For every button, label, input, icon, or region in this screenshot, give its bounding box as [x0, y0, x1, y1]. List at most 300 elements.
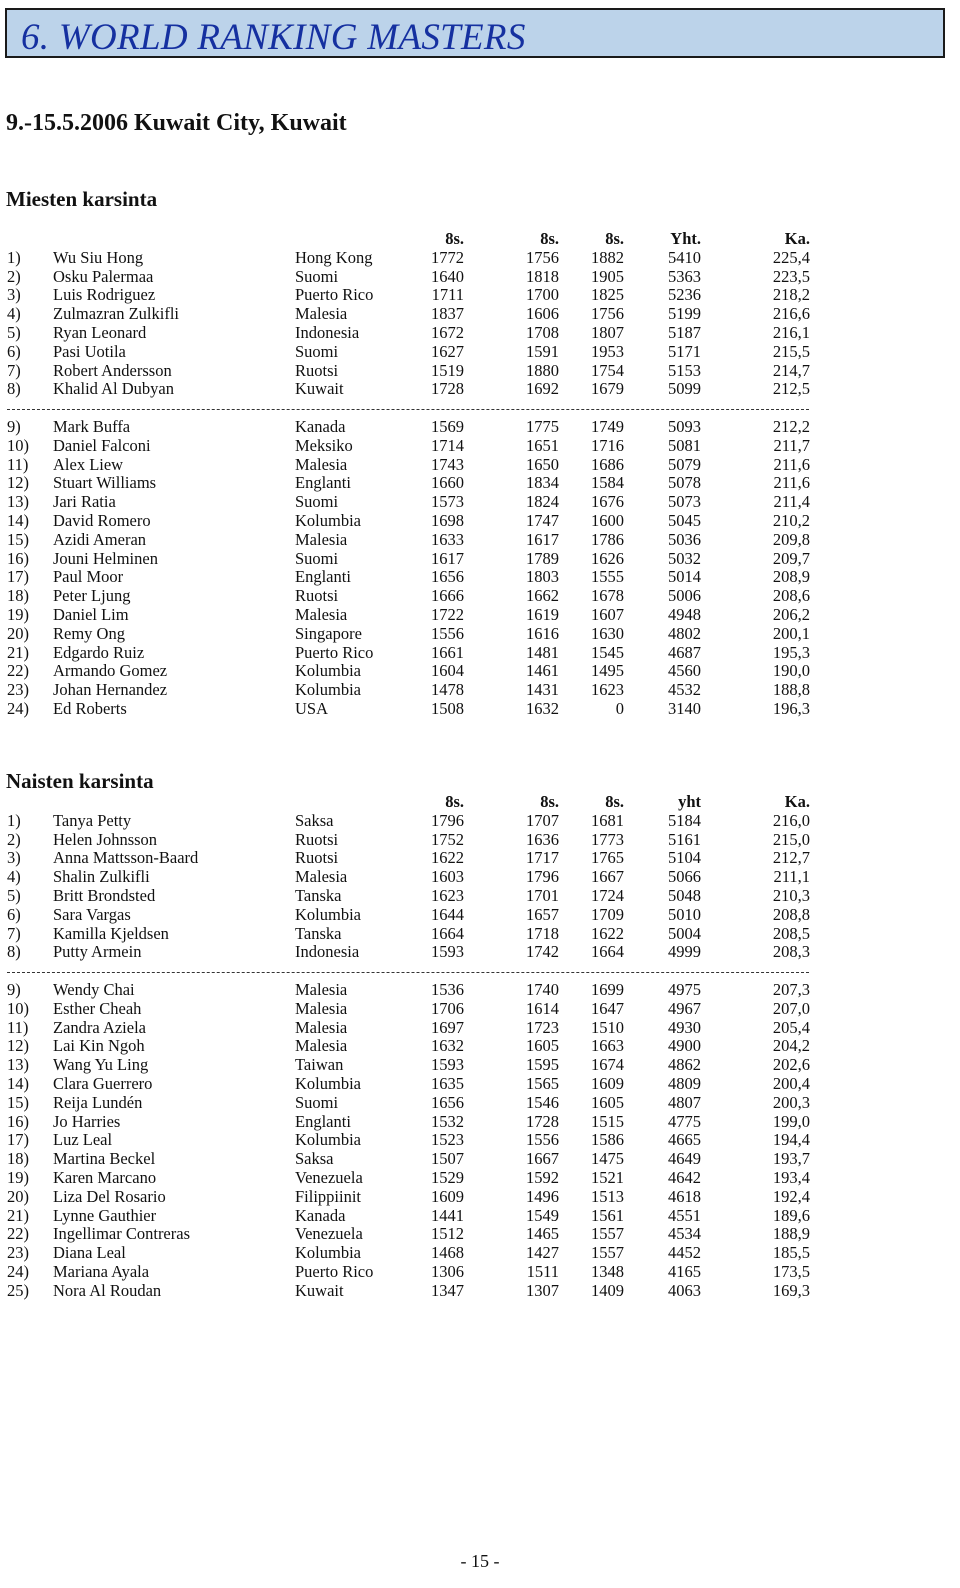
player-name: Jo Harries: [53, 1111, 121, 1131]
player-name: Daniel Falconi: [53, 435, 151, 455]
series2-score: 1636: [526, 829, 559, 849]
series3-score: 1773: [591, 829, 624, 849]
result-row: [0, 662, 960, 681]
series1-score: 1532: [431, 1111, 464, 1131]
series3-score: 1586: [591, 1130, 624, 1150]
player-name: Mariana Ayala: [53, 1261, 150, 1281]
result-row: [0, 1131, 960, 1150]
average-score: 215,0: [772, 829, 810, 849]
series1-score: 1529: [431, 1167, 464, 1187]
series1-score: 1478: [431, 680, 464, 700]
series3-score: 1605: [591, 1092, 624, 1112]
result-row: [0, 1113, 960, 1132]
country-cell: Singapore: [295, 623, 362, 643]
series2-score: 1692: [526, 379, 559, 399]
series2-score: 1723: [526, 1017, 559, 1037]
series1-score: 1644: [431, 904, 464, 924]
rank-cell: 24): [7, 698, 29, 718]
country-cell: Malesia: [295, 1017, 348, 1037]
series2-score: 1742: [526, 942, 559, 962]
series1-score: 1660: [431, 473, 464, 493]
series3-score: 1600: [591, 510, 624, 530]
series2-score: 1496: [526, 1186, 559, 1206]
result-row: [0, 268, 960, 287]
total-score: 5079: [668, 454, 701, 474]
result-row: [0, 887, 960, 906]
total-score: 5081: [668, 435, 701, 455]
rank-cell: 18): [7, 1149, 29, 1169]
result-row: [0, 512, 960, 531]
country-cell: Malesia: [295, 1036, 348, 1056]
total-score: 4534: [668, 1224, 701, 1244]
cut-line-separator: [0, 399, 960, 418]
player-name: Peter Ljung: [53, 586, 131, 606]
rank-cell: 5): [7, 322, 21, 342]
total-score: 5093: [668, 416, 701, 436]
total-score: 4807: [668, 1092, 701, 1112]
result-row: [0, 1188, 960, 1207]
rank-cell: 14): [7, 510, 29, 530]
rank-cell: 13): [7, 492, 29, 512]
series2-score: 1789: [526, 548, 559, 568]
country-cell: Malesia: [295, 979, 348, 999]
men-section-title: Miesten karsinta: [6, 187, 158, 211]
average-score: 207,0: [772, 998, 810, 1018]
average-score: 188,8: [772, 680, 810, 700]
country-cell: Englanti: [295, 1111, 351, 1131]
page-number: - 15 -: [460, 1551, 500, 1571]
player-name: Azidi Ameran: [53, 529, 147, 549]
result-row: [0, 1207, 960, 1226]
series1-score: 1604: [431, 661, 464, 681]
result-row: [0, 249, 960, 268]
player-name: Nora Al Roudan: [53, 1280, 162, 1300]
series2-score: 1616: [526, 623, 559, 643]
player-name: Khalid Al Dubyan: [53, 379, 174, 399]
rank-cell: 5): [7, 885, 21, 905]
series3-score: 1679: [591, 379, 624, 399]
total-score: 4775: [668, 1111, 701, 1131]
rank-cell: 20): [7, 1186, 29, 1206]
player-name: Paul Moor: [53, 567, 124, 587]
result-row: [0, 493, 960, 512]
result-row: [0, 1150, 960, 1169]
total-score: 5236: [668, 285, 701, 305]
average-score: 208,6: [772, 586, 810, 606]
series3-score: 1630: [591, 623, 624, 643]
total-score: 5066: [668, 867, 701, 887]
series1-score: 1752: [431, 829, 464, 849]
series1-score: 1714: [431, 435, 464, 455]
player-name: Osku Palermaa: [53, 266, 154, 286]
series2-score: 1717: [526, 848, 559, 868]
series1-score: 1722: [431, 604, 464, 624]
average-score: 192,4: [772, 1186, 810, 1206]
series1-score: 1640: [431, 266, 464, 286]
women-rest-group: [0, 981, 960, 1301]
result-row: [0, 362, 960, 381]
average-score: 209,7: [772, 548, 810, 568]
total-score: 4665: [668, 1130, 701, 1150]
player-name: Zulmazran Zulkifli: [53, 304, 179, 324]
country-cell: Kolumbia: [295, 661, 361, 681]
series2-score: 1657: [526, 904, 559, 924]
rank-cell: 21): [7, 642, 29, 662]
series3-score: 1513: [591, 1186, 624, 1206]
series1-score: 1633: [431, 529, 464, 549]
total-score: 4975: [668, 979, 701, 999]
total-score: 5036: [668, 529, 701, 549]
player-name: Lynne Gauthier: [53, 1205, 157, 1225]
total-score: 4532: [668, 680, 701, 700]
player-name: Jouni Helminen: [53, 548, 158, 568]
result-row: [0, 1282, 960, 1301]
series3-score: 1475: [591, 1149, 624, 1169]
player-name: Stuart Williams: [53, 473, 157, 493]
average-score: 215,5: [772, 341, 810, 361]
series3-score: 1686: [591, 454, 624, 474]
country-cell: Kolumbia: [295, 1073, 361, 1093]
series1-score: 1556: [431, 623, 464, 643]
result-row: [0, 456, 960, 475]
country-cell: Suomi: [295, 341, 339, 361]
rank-cell: 7): [7, 360, 21, 380]
result-row: [0, 550, 960, 569]
series3-score: 1678: [591, 586, 624, 606]
series3-score: 1626: [591, 548, 624, 568]
country-cell: Malesia: [295, 998, 348, 1018]
country-cell: Malesia: [295, 454, 348, 474]
series2-score: 1632: [526, 698, 559, 718]
series1-score: 1664: [431, 923, 464, 943]
rank-cell: 10): [7, 435, 29, 455]
rank-cell: 7): [7, 923, 21, 943]
rank-cell: 12): [7, 1036, 29, 1056]
total-score: 4063: [668, 1280, 701, 1300]
rank-cell: 16): [7, 1111, 29, 1131]
player-name: Daniel Lim: [53, 604, 129, 624]
series3-score: 1561: [591, 1205, 624, 1225]
series3-score: 1699: [591, 979, 624, 999]
series3-score: 1663: [591, 1036, 624, 1056]
series1-score: 1666: [431, 586, 464, 606]
series3-score: 1510: [591, 1017, 624, 1037]
country-cell: Indonesia: [295, 322, 360, 342]
series3-score: 1724: [591, 885, 624, 905]
average-score: 211,7: [773, 435, 810, 455]
total-score: 4809: [668, 1073, 701, 1093]
country-cell: Englanti: [295, 567, 351, 587]
country-cell: Kolumbia: [295, 680, 361, 700]
rank-cell: 23): [7, 1243, 29, 1263]
player-name: Robert Andersson: [53, 360, 172, 380]
result-row: [0, 849, 960, 868]
series3-score: 1667: [591, 867, 624, 887]
series3-score: 1765: [591, 848, 624, 868]
total-score: 4967: [668, 998, 701, 1018]
women-section-title: Naisten karsinta: [6, 769, 154, 793]
average-score: 199,0: [772, 1111, 810, 1131]
country-cell: Kanada: [295, 1205, 346, 1225]
series1-score: 1728: [431, 379, 464, 399]
series1-score: 1697: [431, 1017, 464, 1037]
rank-cell: 15): [7, 529, 29, 549]
rank-cell: 6): [7, 341, 21, 361]
average-score: 205,4: [772, 1017, 810, 1037]
series3-score: 1825: [591, 285, 624, 305]
series2-score: 1700: [526, 285, 559, 305]
country-cell: Suomi: [295, 266, 339, 286]
series1-score: 1468: [431, 1243, 464, 1263]
series3-score: 1348: [591, 1261, 624, 1281]
rank-cell: 3): [7, 285, 21, 305]
series2-score: 1481: [526, 642, 559, 662]
total-score: 5014: [668, 567, 701, 587]
country-cell: Kuwait: [295, 379, 344, 399]
series2-score: 1556: [526, 1130, 559, 1150]
result-row: [0, 925, 960, 944]
series1-score: 1711: [431, 285, 464, 305]
rank-cell: 3): [7, 848, 21, 868]
country-cell: Indonesia: [295, 942, 360, 962]
series2-score: 1818: [526, 266, 559, 286]
result-row: [0, 681, 960, 700]
series1-score: 1796: [431, 810, 464, 830]
series2-score: 1595: [526, 1055, 559, 1075]
series3-score: 1555: [591, 567, 624, 587]
series1-score: 1536: [431, 979, 464, 999]
rank-cell: 17): [7, 1130, 29, 1150]
series1-score: 1569: [431, 416, 464, 436]
men-rest-group: [0, 418, 960, 719]
player-name: Mark Buffa: [53, 416, 131, 436]
player-name: Jari Ratia: [53, 492, 116, 512]
result-row: [0, 1037, 960, 1056]
rank-cell: 22): [7, 661, 29, 681]
country-cell: Venezuela: [295, 1224, 363, 1244]
player-name: Ryan Leonard: [53, 322, 147, 342]
country-cell: Malesia: [295, 867, 348, 887]
rank-cell: 4): [7, 304, 21, 324]
header-series1: 8s.: [445, 792, 464, 811]
average-score: 212,2: [772, 416, 810, 436]
rank-cell: 22): [7, 1224, 29, 1244]
series3-score: 1515: [591, 1111, 624, 1131]
series2-score: 1880: [526, 360, 559, 380]
player-name: Wendy Chai: [53, 979, 135, 999]
average-score: 194,4: [772, 1130, 810, 1150]
total-score: 5048: [668, 885, 701, 905]
average-score: 202,6: [772, 1055, 810, 1075]
result-row: [0, 625, 960, 644]
country-cell: Meksiko: [295, 435, 353, 455]
player-name: Esther Cheah: [53, 998, 142, 1018]
country-cell: Kolumbia: [295, 510, 361, 530]
average-score: 216,1: [772, 322, 810, 342]
series1-score: 1573: [431, 492, 464, 512]
average-score: 211,6: [773, 473, 810, 493]
series1-score: 1603: [431, 867, 464, 887]
average-score: 204,2: [772, 1036, 810, 1056]
rank-cell: 1): [7, 247, 21, 267]
series1-score: 1593: [431, 1055, 464, 1075]
series2-score: 1592: [526, 1167, 559, 1187]
rank-cell: 25): [7, 1280, 29, 1300]
total-score: 5004: [668, 923, 701, 943]
series1-score: 1609: [431, 1186, 464, 1206]
men-results-table: [0, 230, 960, 719]
average-score: 211,4: [773, 492, 810, 512]
result-row: [0, 1225, 960, 1244]
country-cell: Puerto Rico: [295, 642, 374, 662]
average-score: 185,5: [772, 1243, 810, 1263]
header-series1: 8s.: [445, 229, 464, 248]
total-score: 4452: [668, 1243, 701, 1263]
series2-score: 1617: [526, 529, 559, 549]
series3-score: 1749: [591, 416, 624, 436]
series1-score: 1743: [431, 454, 464, 474]
player-name: Wang Yu Ling: [53, 1055, 149, 1075]
player-name: Johan Hernandez: [53, 680, 168, 700]
result-row: [0, 1075, 960, 1094]
series3-score: 1709: [591, 904, 624, 924]
country-cell: Malesia: [295, 529, 348, 549]
series2-score: 1650: [526, 454, 559, 474]
rank-cell: 17): [7, 567, 29, 587]
player-name: Karen Marcano: [53, 1167, 157, 1187]
total-score: 4802: [668, 623, 701, 643]
total-score: 5010: [668, 904, 701, 924]
series1-score: 1627: [431, 341, 464, 361]
player-name: Tanya Petty: [53, 810, 132, 830]
result-row: [0, 1056, 960, 1075]
series1-score: 1593: [431, 942, 464, 962]
series3-score: 1409: [591, 1280, 624, 1300]
total-score: 4618: [668, 1186, 701, 1206]
series2-score: 1747: [526, 510, 559, 530]
result-row: [0, 1244, 960, 1263]
series3-score: 1905: [591, 266, 624, 286]
series3-score: 1557: [591, 1224, 624, 1244]
country-cell: Malesia: [295, 304, 348, 324]
rank-cell: 21): [7, 1205, 29, 1225]
player-name: Wu Siu Hong: [53, 247, 144, 267]
series3-score: 1623: [591, 680, 624, 700]
series3-score: 0: [615, 698, 624, 718]
series2-score: 1740: [526, 979, 559, 999]
rank-cell: 20): [7, 623, 29, 643]
series2-score: 1651: [526, 435, 559, 455]
men-top-group: [0, 249, 960, 399]
total-score: 5161: [668, 829, 701, 849]
player-name: Martina Beckel: [53, 1149, 156, 1169]
player-name: Diana Leal: [53, 1243, 126, 1263]
player-name: Clara Guerrero: [53, 1073, 153, 1093]
result-row: [0, 831, 960, 850]
series2-score: 1465: [526, 1224, 559, 1244]
result-row: [0, 1094, 960, 1113]
country-cell: Ruotsi: [295, 829, 339, 849]
average-score: 216,6: [772, 304, 810, 324]
series2-score: 1824: [526, 492, 559, 512]
average-score: 208,8: [772, 904, 810, 924]
player-name: Helen Johnsson: [53, 829, 158, 849]
result-row: [0, 286, 960, 305]
country-cell: Malesia: [295, 604, 348, 624]
rank-cell: 16): [7, 548, 29, 568]
average-score: 216,0: [772, 810, 810, 830]
average-score: 207,3: [772, 979, 810, 999]
men-header-row: [0, 230, 960, 249]
average-score: 169,3: [772, 1280, 810, 1300]
series3-score: 1674: [591, 1055, 624, 1075]
rank-cell: 2): [7, 829, 21, 849]
rank-cell: 19): [7, 1167, 29, 1187]
total-score: 4165: [668, 1261, 701, 1281]
series3-score: 1584: [591, 473, 624, 493]
average-score: 225,4: [772, 247, 810, 267]
rank-cell: 4): [7, 867, 21, 887]
country-cell: Suomi: [295, 1092, 339, 1112]
total-score: 5410: [668, 247, 701, 267]
result-row: [0, 474, 960, 493]
average-score: 208,5: [772, 923, 810, 943]
result-row: [0, 981, 960, 1000]
total-score: 5032: [668, 548, 701, 568]
total-score: 5006: [668, 586, 701, 606]
series1-score: 1698: [431, 510, 464, 530]
country-cell: Kuwait: [295, 1280, 344, 1300]
series3-score: 1607: [591, 604, 624, 624]
series1-score: 1656: [431, 1092, 464, 1112]
series1-score: 1661: [431, 642, 464, 662]
average-score: 223,5: [772, 266, 810, 286]
total-score: 4687: [668, 642, 701, 662]
country-cell: Puerto Rico: [295, 1261, 374, 1281]
women-results-table: [0, 793, 960, 1301]
result-row: [0, 906, 960, 925]
series2-score: 1565: [526, 1073, 559, 1093]
series2-score: 1834: [526, 473, 559, 493]
result-row: [0, 343, 960, 362]
average-score: 200,4: [772, 1073, 810, 1093]
total-score: 5153: [668, 360, 701, 380]
header-series3: 8s.: [605, 229, 624, 248]
series3-score: 1786: [591, 529, 624, 549]
country-cell: Suomi: [295, 548, 339, 568]
result-row: [0, 380, 960, 399]
series2-score: 1461: [526, 661, 559, 681]
series2-score: 1605: [526, 1036, 559, 1056]
series3-score: 1609: [591, 1073, 624, 1093]
total-score: 5363: [668, 266, 701, 286]
average-score: 189,6: [772, 1205, 810, 1225]
player-name: Luis Rodriguez: [53, 285, 156, 305]
series3-score: 1557: [591, 1243, 624, 1263]
average-score: 208,3: [772, 942, 810, 962]
player-name: Reija Lundén: [53, 1092, 143, 1112]
rank-cell: 9): [7, 416, 21, 436]
rank-cell: 8): [7, 379, 21, 399]
section-banner: [5, 8, 945, 58]
series3-score: 1495: [591, 661, 624, 681]
series3-score: 1807: [591, 322, 624, 342]
player-name: Shalin Zulkifli: [53, 867, 150, 887]
series1-score: 1772: [431, 247, 464, 267]
average-score: 212,5: [772, 379, 810, 399]
series2-score: 1307: [526, 1280, 559, 1300]
result-row: [0, 700, 960, 719]
